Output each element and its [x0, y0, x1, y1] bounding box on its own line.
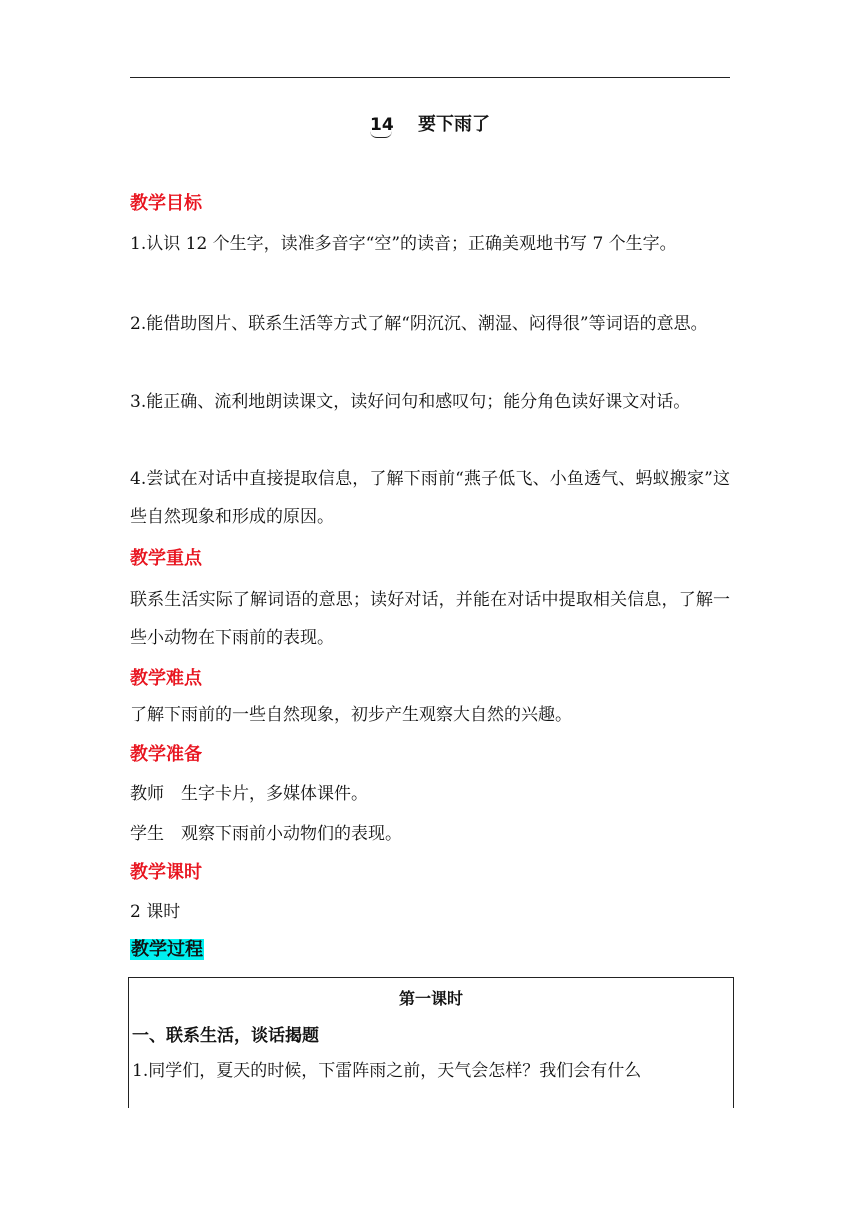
lesson-title-row: [0, 110, 860, 136]
hours-text: 2 课时: [130, 902, 181, 922]
lesson-process-table: [128, 977, 734, 1108]
difficulties-heading: 教学难点: [130, 668, 202, 689]
objective-item-4: 4.尝试在对话中直接提取信息，了解下雨前“燕子低飞、小鱼透气、蚂蚁搬家”这些自然现象和形成的原因。: [130, 469, 730, 527]
objectives-heading: 教学目标: [130, 193, 202, 214]
difficulties-text: 了解下雨前的一些自然现象，初步产生观察大自然的兴趣。: [130, 705, 572, 725]
process-heading-highlight: 教学过程: [131, 939, 203, 960]
preparation-heading: 教学准备: [130, 744, 202, 765]
header-rule: [130, 77, 730, 78]
lesson-number: 14: [370, 115, 394, 135]
session-title: 第一课时: [398, 989, 463, 1008]
lesson-title: 要下雨了: [417, 114, 490, 135]
process-heading: [130, 937, 204, 963]
preparation-teacher: 教师 生字卡片，多媒体课件。: [130, 784, 368, 804]
objective-item-1: 1.认识 12 个生字，读准多音字“空”的读音；正确美观地书写 7 个生字。: [130, 234, 677, 254]
process-step-text: 1.同学们，夏天的时候，下雷阵雨之前，天气会怎样？我们会有什么: [132, 1061, 642, 1081]
hours-heading: 教学课时: [130, 862, 202, 883]
key-points-heading: 教学重点: [130, 548, 202, 569]
objective-item-3: 3.能正确、流利地朗读课文，读好问句和感叹句；能分角色读好课文对话。: [130, 392, 691, 412]
key-points-text: 联系生活实际了解词语的意思；读好对话，并能在对话中提取相关信息，了解一些小动物在下雨前的表现。: [130, 590, 730, 648]
process-step-title: 一、联系生活，谈话揭题: [132, 1026, 319, 1046]
objective-item-2: 2.能借助图片、联系生活等方式了解“阴沉沉、潮湿、闷得很”等词语的意思。: [130, 314, 708, 334]
preparation-student: 学生 观察下雨前小动物们的表现。: [130, 824, 402, 844]
